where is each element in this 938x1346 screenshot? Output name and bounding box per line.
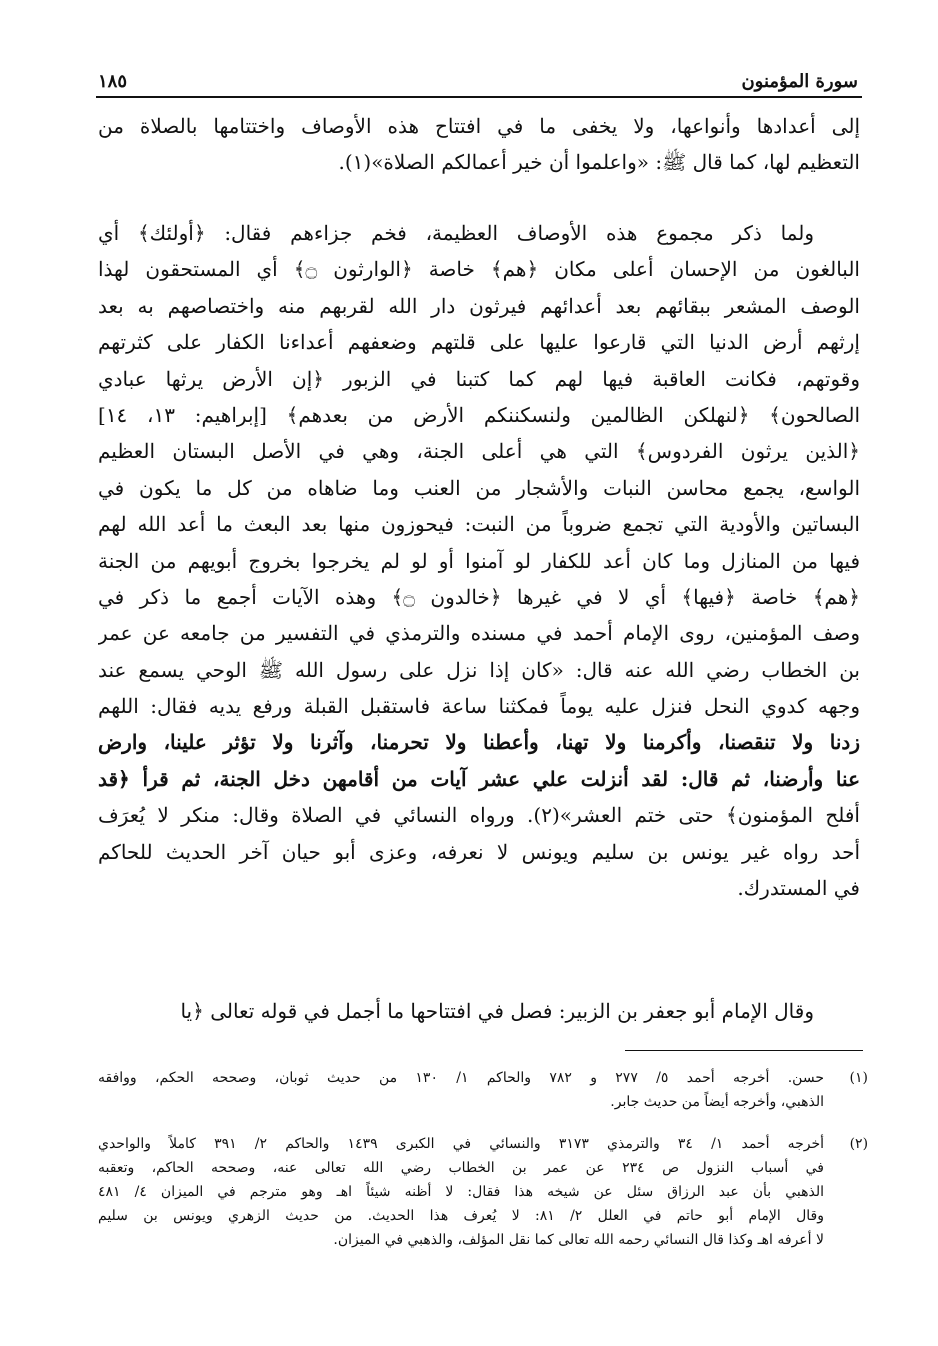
text-line: إرثهم أرض الدنيا التي قارعوا عليها على قلتهم وضعفهم أعداءنا الكفار على كثرتهم <box>98 330 860 355</box>
header-divider <box>96 96 862 98</box>
text-line: الوصف المشعر ببقائهم بعد أعدائهم فيرثون دار الله لقربهم منه واختصاصهم به بعد <box>98 293 860 318</box>
text-line: التعظيم لها، كما قال ﷺ: «واعلموا أن خير أعمالكم الصلاة»(١). <box>338 150 860 175</box>
page-number: ١٨٥ <box>98 71 128 92</box>
page-header <box>98 58 858 92</box>
text-line: وصف المؤمنين، روى الإمام أحمد في مسنده والترمذي في التفسير من جامعه عن عمر <box>98 621 860 646</box>
text-line: أفلح المؤمنون﴾ حتى ختم العشر»(٢). ورواه النسائي في الصلاة وقال: منكر لا يُعرَف <box>98 803 860 828</box>
paragraph-1 <box>98 108 860 181</box>
footnote-text: لا أعرفه اهـ وكذا قال النسائي رحمه الله تعالى كما نقل المؤلف، والذهبي في الميزان. <box>333 1232 824 1248</box>
footnote-divider <box>625 1050 863 1051</box>
text-line: ﴿هم﴾ خاصة ﴿فيها﴾ أي لا في غيرها ﴿خالدون ۝﴾ وهذه الآيات أجمع ما ذكر في <box>98 584 860 609</box>
text-line: وجهه كدوي النحل فنزل عليه يوماً فمكثنا ساعة فاستقبل القبلة ورفع يديه فقال: اللهم <box>98 694 860 719</box>
text-line: البالغون من الإحسان أعلى مكان ﴿هم﴾ خاصة ﴿الوارثون ۝﴾ أي المستحقون لهذا <box>98 257 860 282</box>
surah-title: سورة المؤمنون <box>741 71 858 92</box>
paragraph-2 <box>98 215 860 906</box>
text-line: ﴿الذين يرثون الفردوس﴾ التي هي أعلى الجنة، وهي في الأصل البستان العظيم <box>98 439 860 464</box>
text-line: زدنا ولا تنقصنا، وأكرمنا ولا تهنا، وأعطنا ولا تحرمنا، وآثرنا ولا تؤثر علينا، وارض <box>98 730 860 755</box>
footnote-1 <box>98 1066 868 1114</box>
paragraph-3 <box>98 993 860 1029</box>
text-line: بن الخطاب رضي الله عنه قال: «كان إذا نزل على رسول الله ﷺ الوحي يسمع عند <box>98 657 860 682</box>
footnote-text: الذهبي بأن عبد الرزاق سئل عن شيخه هذا فقال: لا أظنه شيئاً اهـ وهو مترجم في الميزان ٤/ ٤٨١ <box>98 1184 825 1200</box>
footnote-text: حسن. أخرجه أحمد ٥/ ٢٧٧ و ٧٨٢ والحاكم ١/ ١٣٠ من حديث ثوبان، وصححه الحكم، ووافقه <box>98 1070 824 1086</box>
text-line: إلى أعدادها وأنواعها، ولا يخفى ما في افتتاح هذه الأوصاف واختتامها بالصلاة من <box>98 114 860 138</box>
footnote-number: (٢) <box>849 1136 868 1152</box>
text-line: ولما ذكر مجموع هذه الأوصاف العظيمة، فخم جزاءهم فقال: ﴿أولئك﴾ أي <box>98 221 814 245</box>
footnote-number: (١) <box>849 1070 868 1086</box>
text-line: وقال الإمام أبو جعفر بن الزبير: فصل في افتتاحها ما أجمل في قوله تعالى ﴿يا <box>180 999 814 1023</box>
text-line: الصالحون﴾ ﴿لنهلكن الظالمين ولنسكننكم الأرض من بعدهم﴾ [إبراهيم: ١٣، ١٤] <box>98 402 860 427</box>
text-line: الواسع، يجمع محاسن النبات والأشجار من العنب وما ضاهاه من كل ما يكون في <box>98 475 860 500</box>
footnote-text: الذهبي، وأخرجه أيضاً من حديث جابر. <box>610 1094 824 1110</box>
text-line: في المستدرك. <box>737 876 860 901</box>
footnote-2 <box>98 1132 868 1252</box>
footnote-text: أخرجه أحمد ١/ ٣٤ والترمذي ٣١٧٣ والنسائي في الكبرى ١٤٣٩ والحاكم ٢/ ٣٩١ كاملاً والواحدي <box>98 1136 825 1152</box>
text-line: فيها من المنازل وما كان أعد للكفار لو آمنوا أو لو لم يخرجوا بخروج أبويهم من الجنة <box>98 548 860 573</box>
text-line: البساتين والأودية التي تجمع ضروباً من النبت: فيحوزون منها بعد البعث ما أعد الله لهم <box>98 512 860 537</box>
footnote-text: وقال الإمام أبو حاتم في العلل ٢/ ٨١: لا يُعرف هذا الحديث. من حديث الزهري ويونس بن سليم <box>98 1208 824 1224</box>
text-line: عنا وأرضنا، ثم قال: لقد أنزلت علي عشر آيات من أقامهن دخل الجنة، ثم قرأ ﴿قد <box>98 766 860 791</box>
text-line: وقوتهم، فكانت العاقبة فيها لهم كما كتبنا في الزبور ﴿إن الأرض يرثها عبادي <box>98 366 860 391</box>
footnote-text: في أسباب النزول ص ٢٣٤ عن عمر بن الخطاب رضي الله تعالى عنه، وصححه الحاكم، وتعقبه <box>98 1160 824 1176</box>
text-line: أحد رواه غير يونس بن سليم ويونس لا نعرفه، وعزى أبو حيان آخر الحديث للحاكم <box>98 839 860 864</box>
